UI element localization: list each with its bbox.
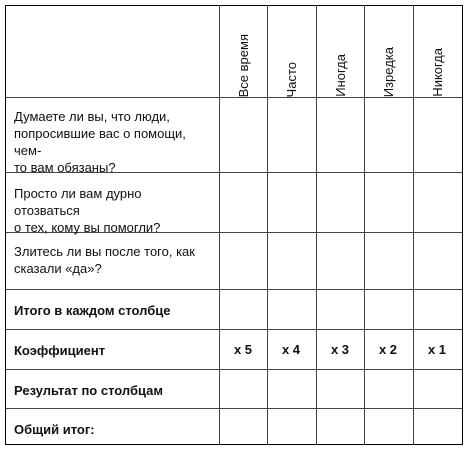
grand-total-label: Общий итог: xyxy=(14,422,95,437)
row-divider xyxy=(5,329,463,330)
column-header-always: Все время xyxy=(235,33,251,97)
column-header-rarely: Изредка xyxy=(380,46,396,97)
coefficient-sometimes: х 3 xyxy=(330,342,350,357)
question-3-line: Злитесь ли вы после того, как xyxy=(14,244,195,259)
column-result-label: Результат по столбцам xyxy=(14,383,164,398)
table-border-left xyxy=(5,5,6,445)
question-3 xyxy=(14,243,209,277)
question-1 xyxy=(14,108,209,176)
row-divider xyxy=(5,408,463,409)
question-3-line: сказали «да»? xyxy=(14,261,102,276)
question-2 xyxy=(14,185,209,236)
coefficient-rarely: х 2 xyxy=(378,342,398,357)
total-per-column-label: Итого в каждом столбце xyxy=(14,303,171,318)
column-header-sometimes: Иногда xyxy=(332,54,348,97)
question-2-line: Просто ли вам дурно отозваться xyxy=(14,186,142,218)
coefficient-always: х 5 xyxy=(233,342,253,357)
table-border-top xyxy=(5,5,463,6)
coefficient-label: Коэффициент xyxy=(14,343,106,358)
row-divider xyxy=(5,289,463,290)
question-1-line: то вам обязаны? xyxy=(14,160,116,175)
survey-table xyxy=(5,5,463,445)
question-1-line: Думаете ли вы, что люди, xyxy=(14,109,170,124)
question-2-line: о тех, кому вы помогли? xyxy=(14,220,161,235)
coefficient-never: х 1 xyxy=(427,342,447,357)
question-1-line: попросившие вас о помощи, чем- xyxy=(14,126,186,158)
column-header-often: Часто xyxy=(283,61,299,97)
table-border-right xyxy=(462,5,463,445)
row-divider xyxy=(5,369,463,370)
column-header-never: Никогда xyxy=(429,48,445,97)
table-border-bottom xyxy=(5,444,463,445)
coefficient-often: х 4 xyxy=(281,342,301,357)
